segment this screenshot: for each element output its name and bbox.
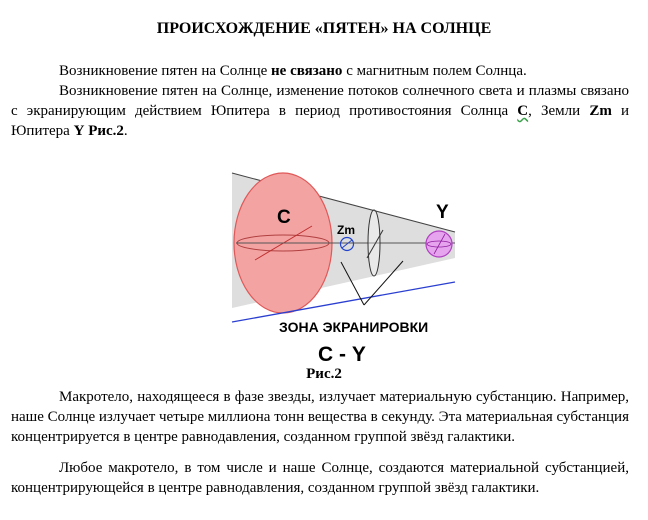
figure-caption: Рис.2 (306, 366, 342, 382)
jupiter-label: Y (436, 202, 449, 223)
shading-diagram (0, 150, 648, 366)
shading-disk (368, 210, 380, 276)
sun-label: С (277, 207, 291, 228)
earth-label: Zm (337, 223, 355, 237)
formula-label: С - Y (318, 343, 366, 366)
paragraph-4: Любое макротело, в том числе и наше Солнце, создаются материальной субстанцией, концентрирующейся в центре равнодавления, созданном группой звёзд галактики. (11, 460, 629, 496)
page-title: ПРОИСХОЖДЕНИЕ «ПЯТЕН» НА СОЛНЦЕ (156, 20, 492, 37)
sun-reference: С (517, 103, 529, 119)
figure-reference: Рис.2 (88, 123, 124, 139)
paragraph-3: Макротело, находящееся в фазе звезды, излучает материальную субстанцию. Например, наше Солнце излучает четыре миллиона тонн вещества в секунду. Эта материальная субстанция концентрируется в центре равнодавления, созданном группой звёзд галактики. (11, 389, 629, 445)
paragraph-2: Возникновение пятен на Солнце, изменение потоков солнечного света и плазмы связано с экранирующим действием Юпитера в период противостояния Солнца С, Земли Zm и Юпитера Y Рис.2. (11, 83, 630, 139)
paragraph-1: Возникновение пятен на Солнце не связано с магнитным полем Солнца. (59, 63, 527, 79)
jupiter-circle (426, 231, 452, 257)
earth-reference: Zm (589, 103, 612, 119)
jupiter-reference: Y (73, 123, 85, 139)
zone-label: ЗОНА ЭКРАНИРОВКИ (279, 319, 429, 335)
